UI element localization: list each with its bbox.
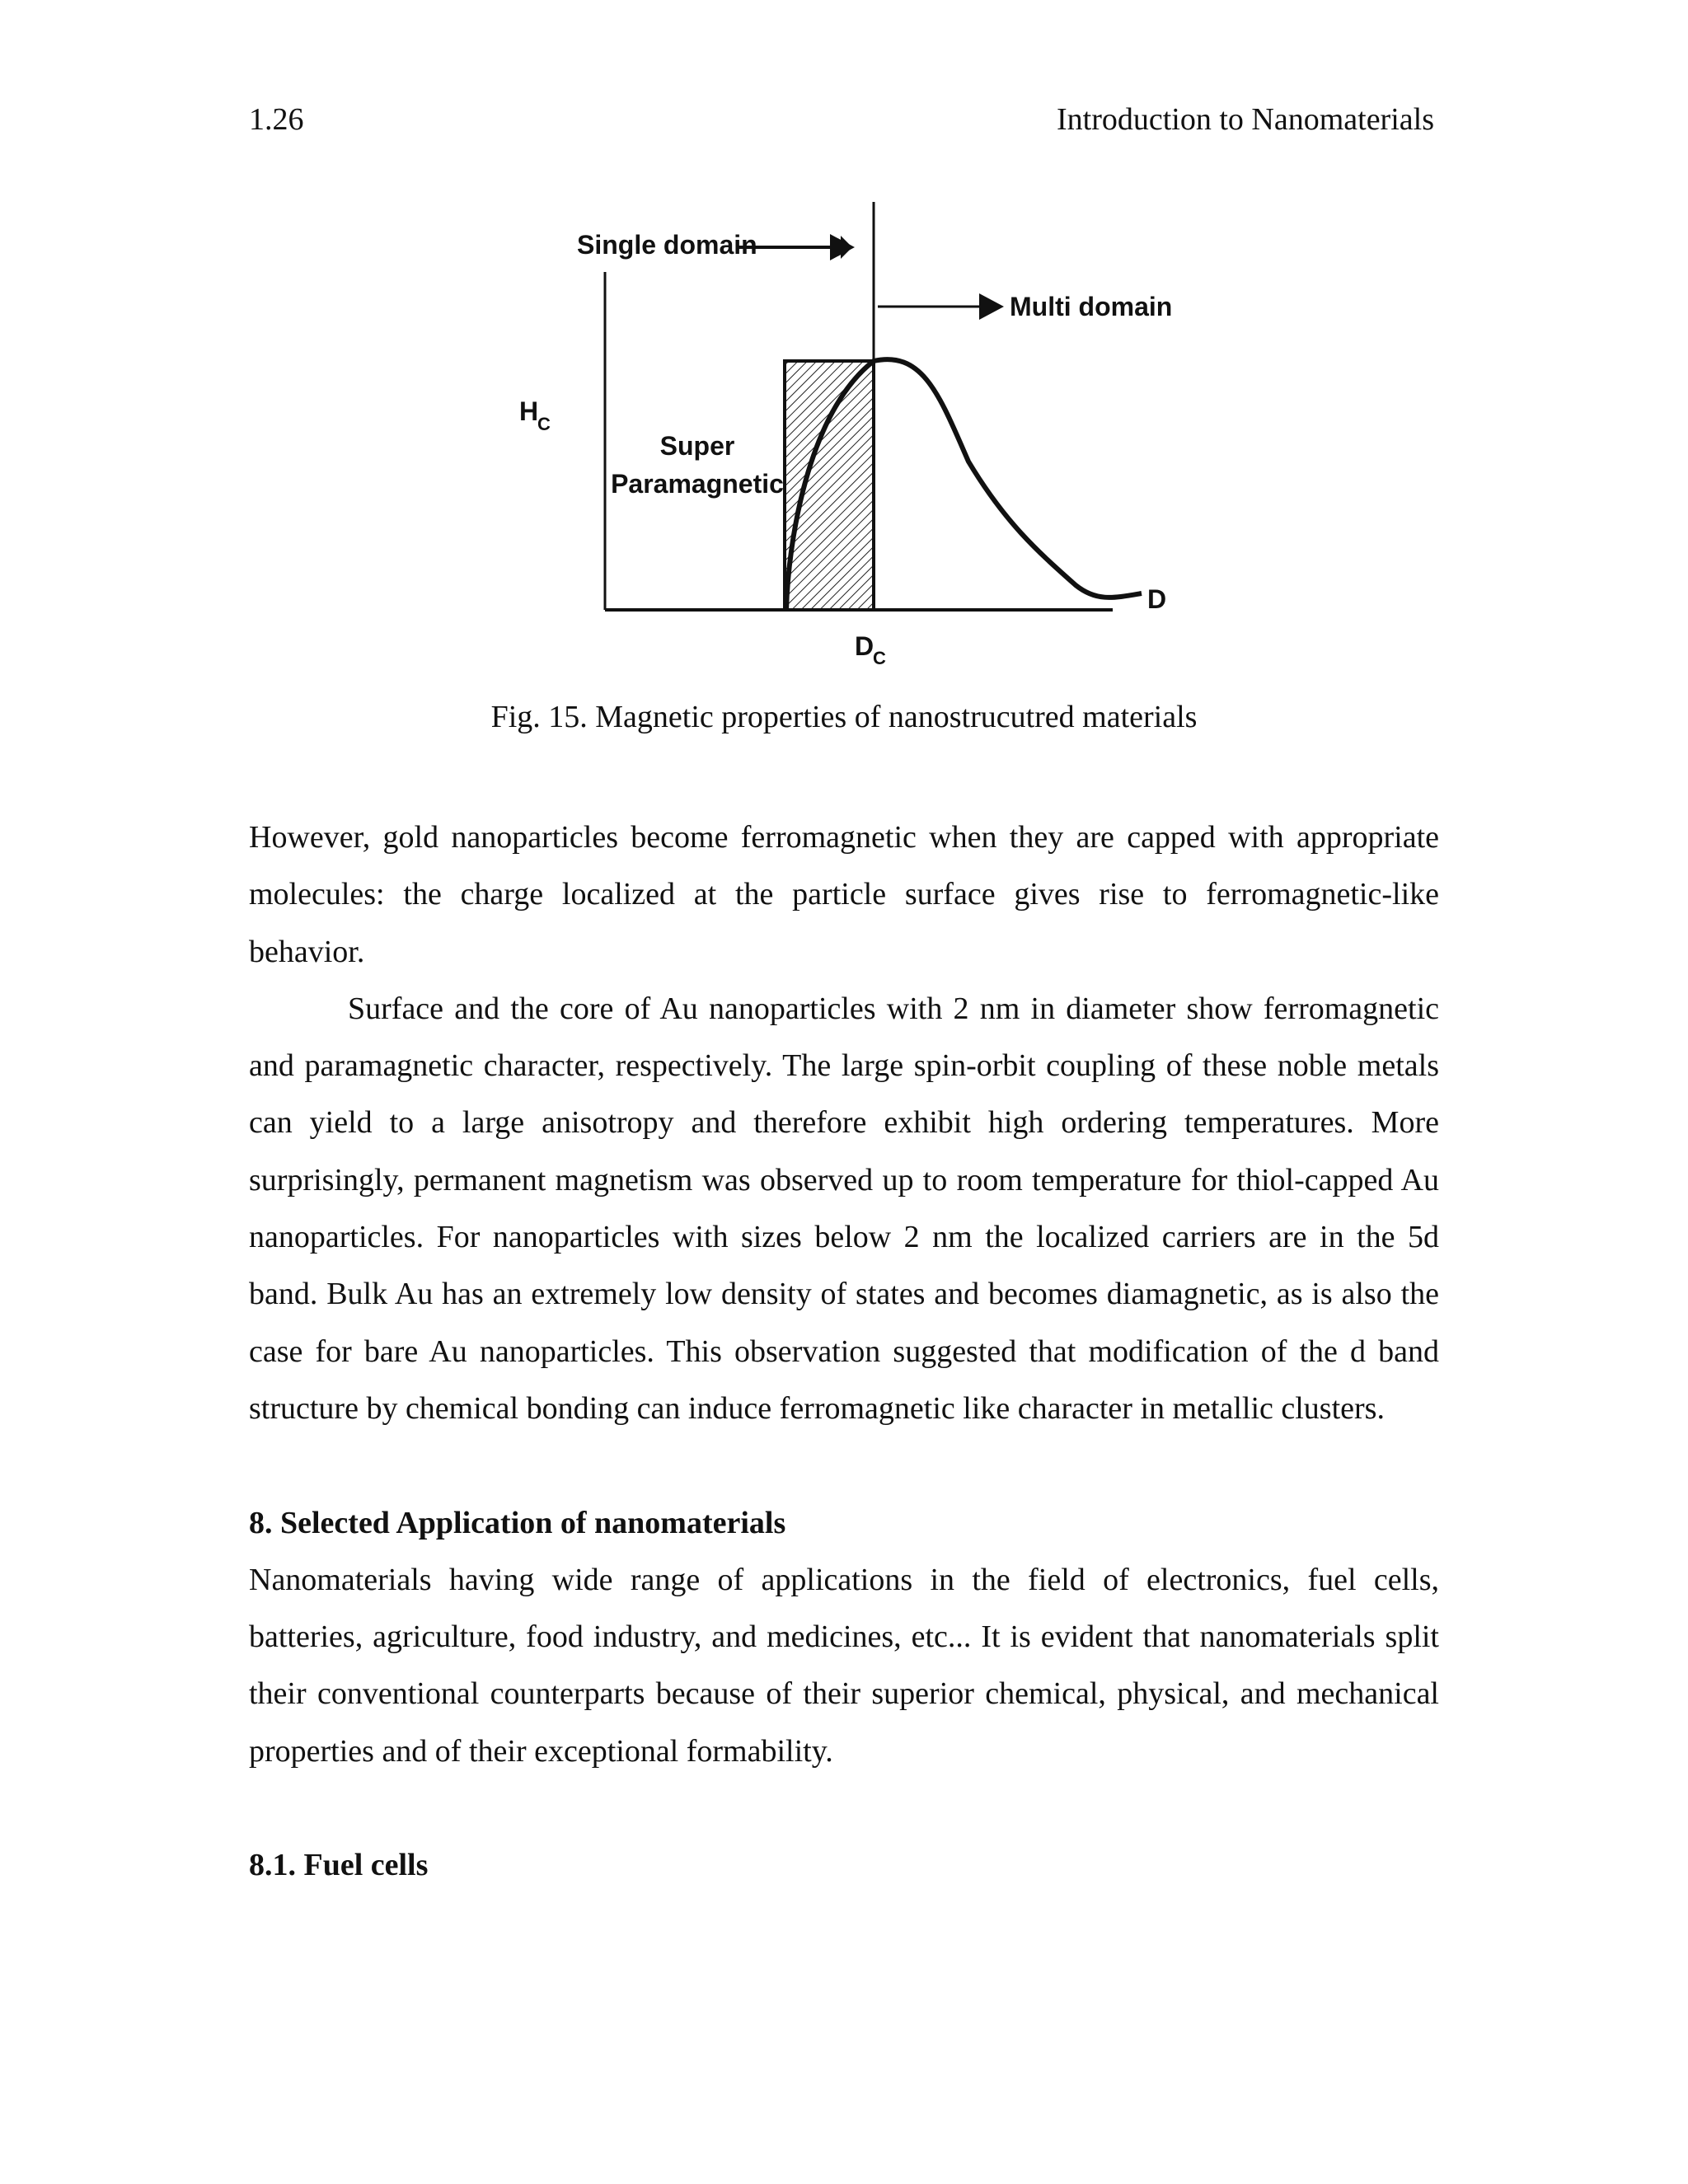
paragraph-gold-ferromagnetic: However, gold nanoparticles become ferromagnetic when they are capped with appropriate molecules: the charge localized at the particle surface gives rise to ferromagnetic-like behavior. <box>249 820 1439 969</box>
body-text <box>249 809 1439 1895</box>
paramagnetic-label: Paramagnetic <box>611 469 784 499</box>
super-label: Super <box>659 431 735 461</box>
single-domain-label: Single domain <box>577 230 757 260</box>
paragraph-au-nanoparticles: Surface and the core of Au nanoparticles with 2 nm in diameter show ferromagnetic and paramagnetic character, respectively. The large spin-orbit coupling of these noble metals can yield to a large anisotropy and therefore exhibit high ordering temperatures. More surprisingly, permanent magnetism was observed up to room temperature for thiol-capped Au nanoparticles. For nanoparticles with sizes below 2 nm the localized carriers are in the 5d band. Bulk Au has an extremely low density of states and becomes diamagnetic, as is also the case for bare Au nanoparticles. This observation suggested that modification of the d band structure by chemical bonding can induce ferromagnetic like character in metallic clusters. <box>249 991 1439 1426</box>
magnetic-diagram <box>495 198 1220 676</box>
hc-label-main: H <box>519 396 539 426</box>
d-axis-label: D <box>1147 584 1167 614</box>
dc-label-sub: C <box>873 648 886 668</box>
figure-caption: Fig. 15. Magnetic properties of nanostrucutred materials <box>490 700 1198 734</box>
section-heading-applications: 8. Selected Application of nanomaterials <box>249 1505 786 1540</box>
figure-magnetic-properties <box>495 198 1220 676</box>
running-head <box>249 99 1434 140</box>
multi-domain-label: Multi domain <box>1010 292 1173 321</box>
superparamagnetic-region <box>785 361 874 610</box>
section-heading-fuel-cells: 8.1. Fuel cells <box>249 1848 429 1883</box>
book-title: Introduction to Nanomaterials <box>1057 102 1434 137</box>
multi-domain-arrowhead <box>979 293 1004 320</box>
hc-label-sub: C <box>537 414 551 434</box>
paragraph-applications: Nanomaterials having wide range of applications in the field of electronics, fuel cells, batteries, agriculture, food industry, and medicines, etc... It is evident that nanomaterials split their conventional counterparts because of their superior chemical, physical, and mechanical properties and of their exceptional formability. <box>249 1562 1439 1769</box>
dc-label-main: D <box>855 631 874 661</box>
page-number: 1.26 <box>249 102 304 137</box>
